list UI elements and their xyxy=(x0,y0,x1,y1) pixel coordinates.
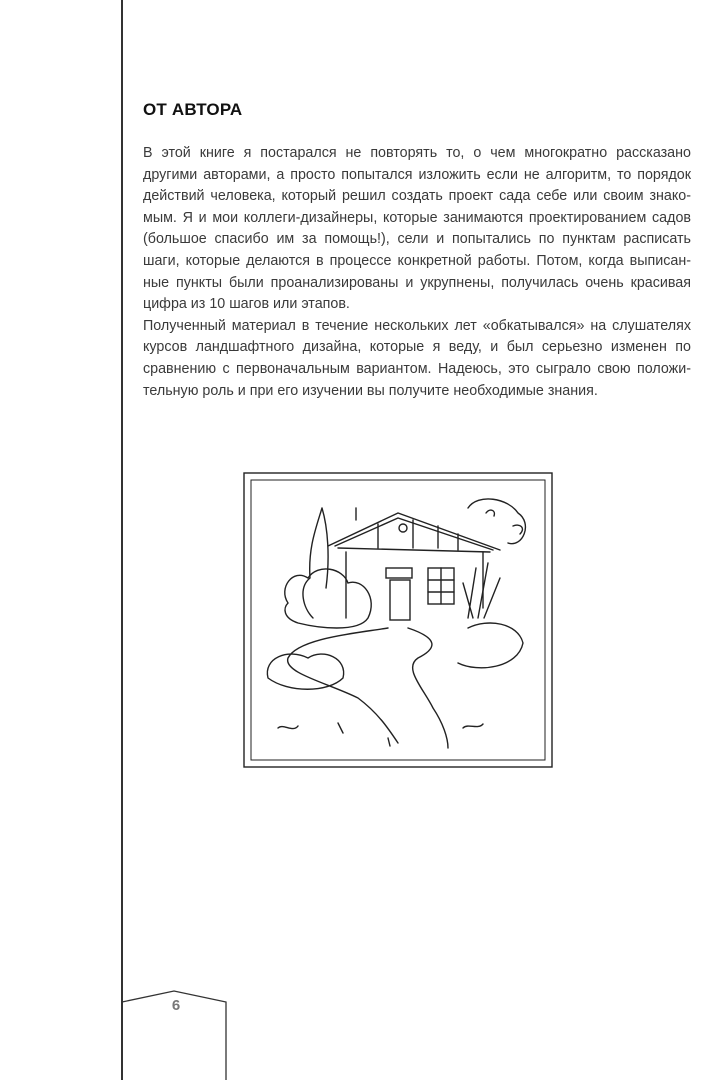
text-line: мым. Я и мои коллеги-дизайнеры, которые занимаются проектированием садов xyxy=(143,209,691,226)
text-line: В этой книге я постарался не повторять то, о чем многократно рассказано xyxy=(143,145,691,161)
text-line: (большое спасибо им за помощь!), сели и попытались по пунктам расписать xyxy=(143,231,691,248)
page-number: 6 xyxy=(171,997,181,1014)
text-line: цифра из 10 шагов или этапов. xyxy=(143,296,350,313)
margin-rule xyxy=(121,0,123,1080)
text-line: тельную роль и при его изучении вы получите необходимые знания. xyxy=(143,382,598,399)
text-line: шаги, которые делаются в процессе конкретной работы. Потом, когда выписан- xyxy=(143,252,691,269)
text-line: курсов ландшафтного дизайна, которые я веду, и был серьезно изменен по xyxy=(143,339,691,356)
text-line: сравнению с первоначальным вариантом. Надеюсь, это сыграло свою положи- xyxy=(143,360,691,377)
text-line: ные пункты были проанализированы и укрупнены, получилась очень красивая xyxy=(143,274,691,291)
garden-house-illustration xyxy=(238,468,558,773)
body-text xyxy=(143,143,691,402)
text-line: действий человека, который решил создать проект сада себе или своим знако- xyxy=(143,188,691,205)
text-line: Полученный материал в течение нескольких лет «обкатывался» на слушателях xyxy=(143,317,691,334)
text-line: другими авторами, а просто попытался изложить если не алгоритм, то порядок xyxy=(143,166,691,183)
section-heading: ОТ АВТОРА xyxy=(143,100,243,119)
